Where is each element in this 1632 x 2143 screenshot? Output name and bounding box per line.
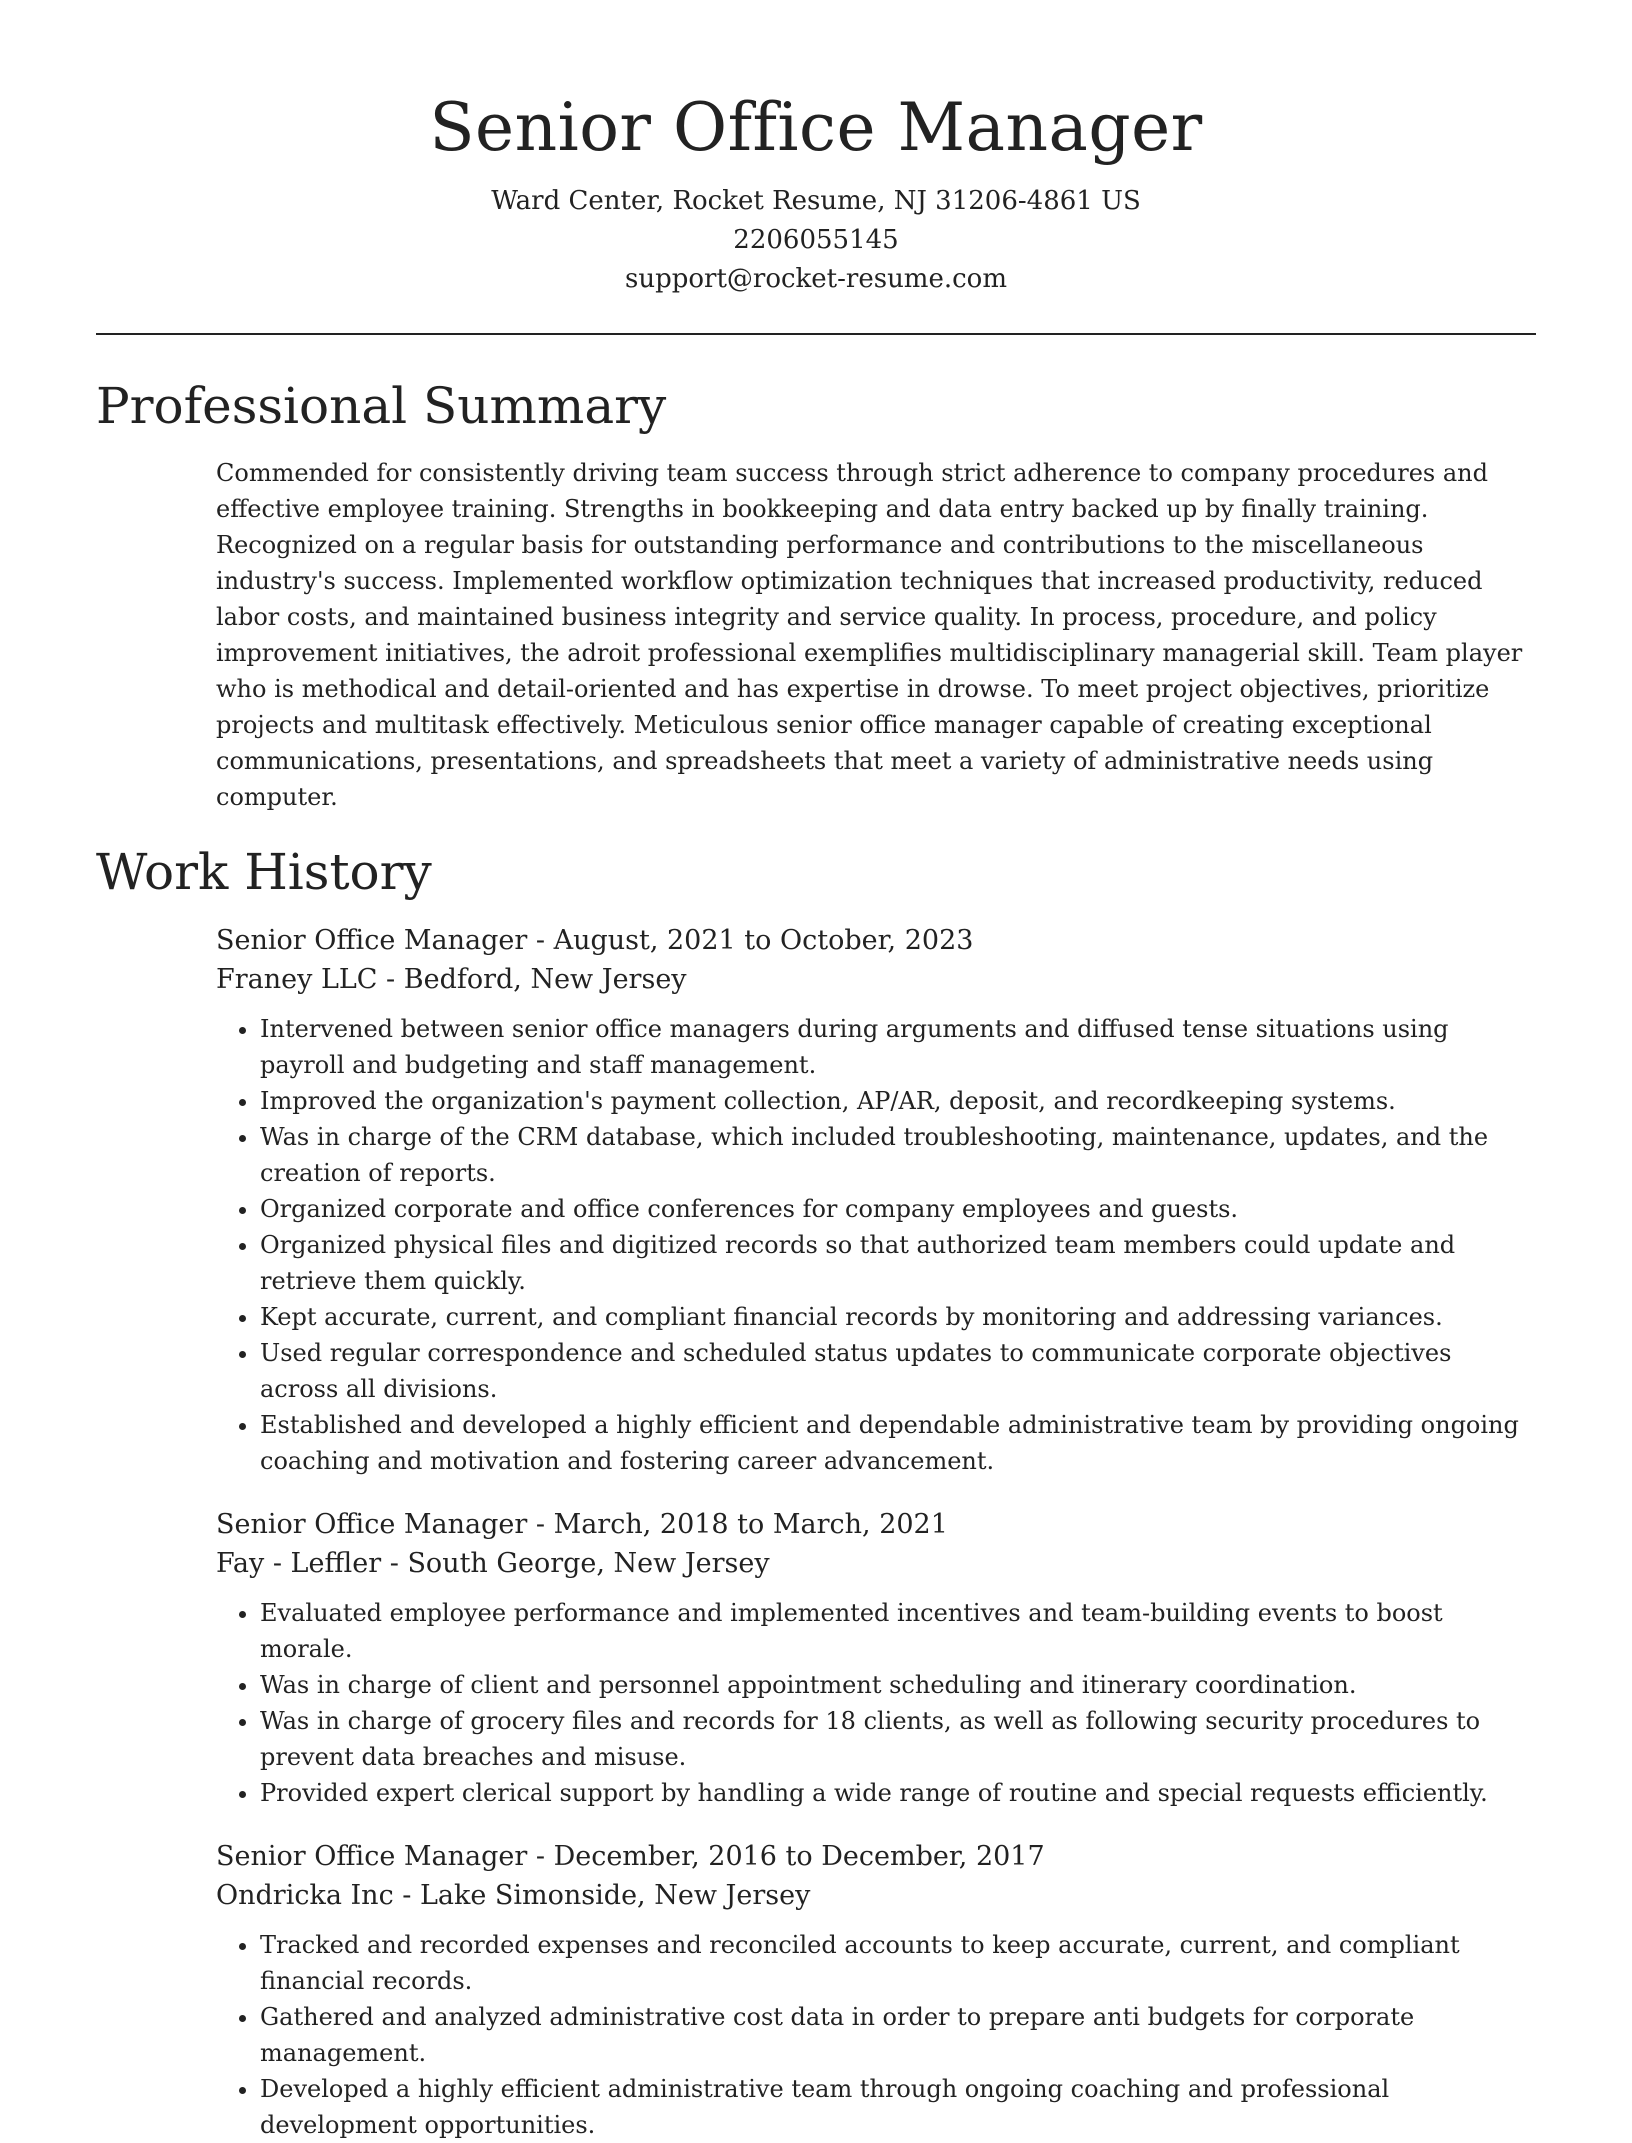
job-company-location: Fay - Leffler - South George, New Jersey <box>216 1548 770 1579</box>
summary-text: Commended for consistently driving team success through strict adherence to company procedures and effective employee training. Strengths in bookkeeping and data entry backed up by finally training. Recognized on a regular basis for outstanding performance and contributions to the miscellaneous industry's success. Implemented workflow optimization techniques that increased productivity, reduced labor costs, and maintained business integrity and service quality. In process, procedure, and policy improvement initiatives, the adroit professional exemplifies multidisciplinary managerial skill. Team player who is methodical and detail-oriented and has expertise in drowse. To meet project objectives, prioritize projects and multitask effectively. Meticulous senior office manager capable of creating exceptional communications, presentations, and spreadsheets that meet a variety of administrative needs using computer. <box>216 459 1523 811</box>
job-role-dates: Senior Office Manager - August, 2021 to October, 2023 <box>216 925 974 956</box>
resume-header <box>96 80 1536 299</box>
work-history-heading: Work History <box>96 843 432 901</box>
contact-phone: 2206055145 <box>733 225 899 255</box>
job-role-dates: Senior Office Manager - March, 2018 to March, 2021 <box>216 1509 948 1540</box>
job-duty: • Was in charge of grocery files and records for 18 clients, as well as following security procedures to prevent data breaches and misuse. <box>260 1703 1536 1775</box>
job-role-dates: Senior Office Manager - December, 2016 to December, 2017 <box>216 1841 1045 1872</box>
summary-heading: Professional Summary <box>96 377 667 435</box>
job-duties <box>216 1011 1536 1479</box>
job-duty: • Organized physical files and digitized records so that authorized team members could update and retrieve them quickly. <box>260 1227 1536 1299</box>
header-divider <box>96 333 1536 335</box>
job-duty: • Established and developed a highly efficient and dependable administrative team by providing ongoing coaching and motivation and fostering career advancement. <box>260 1407 1536 1479</box>
job-duty: • Gathered and analyzed administrative cost data in order to prepare anti budgets for corporate management. <box>260 1999 1536 2071</box>
job-entry <box>216 1505 1536 1811</box>
work-history-list <box>96 921 1536 2143</box>
contact-info <box>96 182 1536 299</box>
candidate-name: Senior Office Manager <box>429 89 1203 166</box>
job-duty: • Tracked and recorded expenses and reconciled accounts to keep accurate, current, and compliant financial records. <box>260 1927 1536 1999</box>
job-company-location: Franey LLC - Bedford, New Jersey <box>216 964 687 995</box>
job-duty: • Kept accurate, current, and compliant financial records by monitoring and addressing variances. <box>260 1299 1536 1335</box>
job-duty: • Used regular correspondence and scheduled status updates to communicate corporate objectives across all divisions. <box>260 1335 1536 1407</box>
contact-address: Ward Center, Rocket Resume, NJ 31206-4861 US <box>491 186 1141 216</box>
job-duty: • Improved the organization's payment collection, AP/AR, deposit, and recordkeeping systems. <box>260 1083 1536 1119</box>
job-duty: • Was in charge of client and personnel appointment scheduling and itinerary coordination. <box>260 1667 1536 1703</box>
job-company-location: Ondricka Inc - Lake Simonside, New Jersey <box>216 1880 811 1911</box>
job-duties <box>216 1595 1536 1811</box>
job-duty: • Was in charge of the CRM database, which included troubleshooting, maintenance, updates, and the creation of reports. <box>260 1119 1536 1191</box>
contact-email: support@rocket-resume.com <box>624 264 1007 294</box>
job-entry <box>216 1837 1536 2143</box>
job-entry <box>216 921 1536 1479</box>
job-duty: • Organized corporate and office conferences for company employees and guests. <box>260 1191 1536 1227</box>
job-duty: • Provided expert clerical support by handling a wide range of routine and special requests efficiently. <box>260 1775 1536 1811</box>
job-duties <box>216 1927 1536 2143</box>
job-duty: • Intervened between senior office managers during arguments and diffused tense situations using payroll and budgeting and staff management. <box>260 1011 1536 1083</box>
job-duty: • Evaluated employee performance and implemented incentives and team-building events to boost morale. <box>260 1595 1536 1667</box>
job-duty: • Developed a highly efficient administrative team through ongoing coaching and professional development opportunities. <box>260 2071 1536 2143</box>
